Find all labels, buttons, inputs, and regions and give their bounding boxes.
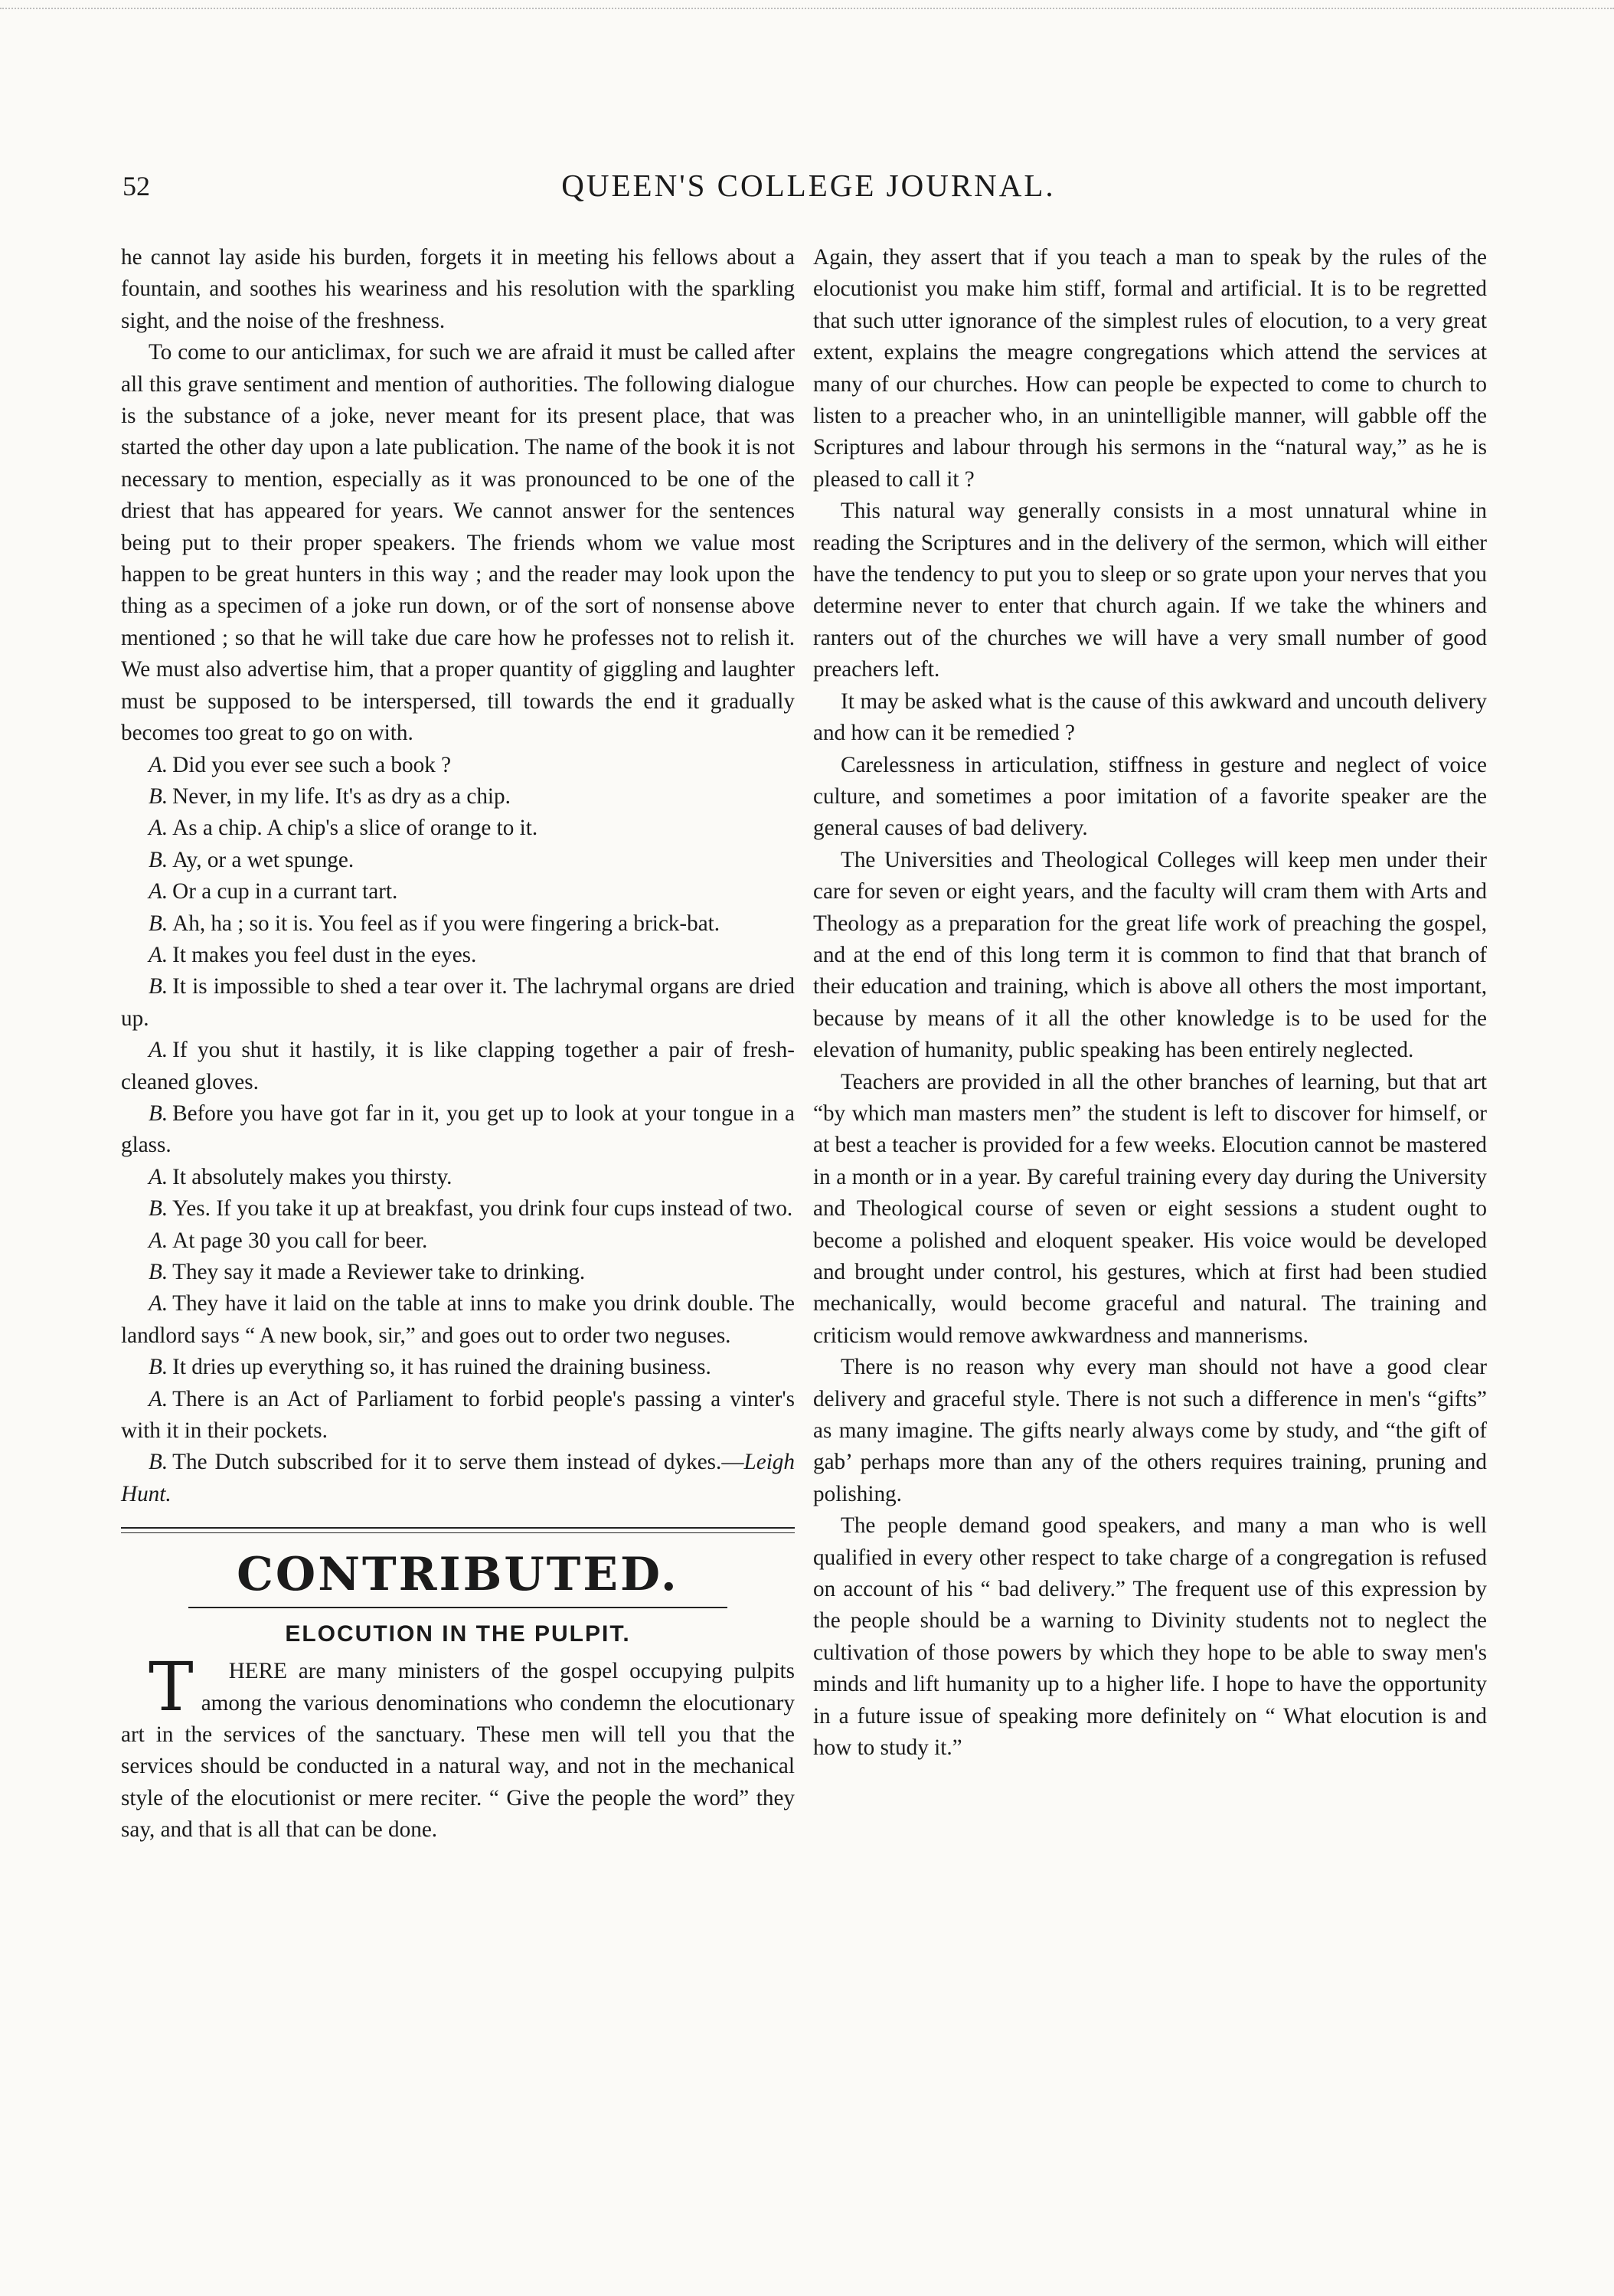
dialogue-text: There is an Act of Parliament to forbid people's passing a vinter's with it in their pockets.: [121, 1386, 795, 1444]
dialogue-text: It makes you feel dust in the eyes.: [172, 942, 477, 967]
paragraph: Teachers are provided in all the other branches of learning, but that art “by which man masters men” the student is left to discover for himself, or at best a teacher is provided for a few weeks. Elocution cannot be mastered in a month or in a year. By careful training every day during the University and Theological course of seven or eight sessions a student ought to become a polished and eloquent speaker. His voice would be developed and brought under control, his gestures, which at first had been studied mechanically, would become graceful and natural. The training and criticism would remove awkwardness and mannerisms.: [813, 1069, 1487, 1348]
dialogue-line: [121, 750, 795, 781]
article-text: HERE are many ministers of the gospel occupying pulpits among the various denominations who condemn the elocutionary art in the services of the sanctuary. These men will tell you that the services should be conducted in a natural way, and not in the mechanical style of the elocutionist or mere reciter. “ Give the people the word” they say, and that is all that can be done.: [121, 1659, 795, 1843]
dialogue-text: At page 30 you call for beer.: [172, 1228, 428, 1253]
dialogue-line: [121, 940, 795, 971]
paragraph: The people demand good speakers, and many a man who is well qualified in every other respect to take charge of a congregation is refused on account of his “ bad delivery.” The frequent use of this expression by the people should be a warning to Divinity students not to neglect the cultivation of those powers by which they hope to be able to sway men's minds and lift humanity up to a higher life. I hope to have the opportunity in a future issue of speaking more definitely on “ What elocution is and how to study it.”: [813, 1513, 1487, 1761]
heading-rule: [188, 1607, 727, 1608]
dialogue-text: The Dutch subscribed for it to serve them instead of dykes.—: [172, 1450, 744, 1475]
dialogue-line: [121, 908, 795, 940]
paragraph: he cannot lay aside his burden, forgets it in meeting his fellows about a fountain, and soothes his weariness and his resolution with the sparkling sight, and the noise of the freshness.: [121, 245, 795, 333]
dialogue-line: [121, 1352, 795, 1383]
speaker: B.: [149, 1101, 168, 1126]
paragraph: Carelessness in articulation, stiffness in gesture and neglect of voice culture, and sometimes a poor imitation of a favorite speaker are the general causes of bad delivery.: [813, 752, 1487, 841]
paragraph: There is no reason why every man should not have a good clear delivery and graceful style. There is not such a difference in men's “gifts” as many imagine. The gifts nearly always come by study, and “the gift of gab’ perhaps more than any of the others requires training, pruning and polishing.: [813, 1355, 1487, 1506]
speaker: B.: [149, 911, 168, 936]
dialogue-line: [121, 1257, 795, 1288]
dialogue-line: [121, 1035, 795, 1098]
running-title: QUEEN'S COLLEGE JOURNAL.: [561, 168, 1056, 203]
speaker: B.: [149, 1260, 168, 1284]
dialogue-text: They have it laid on the table at inns to make you drink double. The landlord says “ A new book, sir,” and goes out to order two neguses.: [121, 1291, 795, 1348]
dialogue-text: They say it made a Reviewer take to drinking.: [172, 1260, 586, 1284]
dialogue-line: [121, 1384, 795, 1447]
speaker: A.: [149, 1164, 168, 1189]
speaker: A.: [149, 942, 168, 967]
paragraph: The Universities and Theological Colleges will keep men under their care for seven or eight years, and the faculty will cram them with Arts and Theology as a preparation for the great life work of preaching the gospel, and at the end of this long term it is common to find that that branch of their education and training, which is above all others the most important, because by means of it all the other knowledge is to be used for the elevation of humanity, public speaking has been entirely neglected.: [813, 847, 1487, 1063]
section-heading: CONTRIBUTED.: [237, 1548, 679, 1602]
divider-rule: [121, 1532, 795, 1533]
speaker: A.: [149, 1228, 168, 1253]
dialogue-line: [121, 971, 795, 1035]
attribution: Leigh Hunt.: [121, 1450, 795, 1506]
dialogue-text: Ah, ha ; so it is. You feel as if you were fingering a brick-bat.: [172, 911, 720, 936]
section-divider: [121, 1527, 795, 1533]
speaker: B.: [149, 974, 168, 999]
divider-rule: [121, 1527, 795, 1529]
speaker: A.: [149, 1038, 168, 1063]
paragraph: Again, they assert that if you teach a man to speak by the rules of the elocutionist you make him stiff, formal and artificial. It is to be regretted that such utter ignorance of the simplest rules of elocution, to a very great extent, explains the meagre congregations which attend the services at many of our churches. How can people be expected to come to church to listen to a preacher who, in an unintelligible manner, will gabble off the Scriptures and labour through his sermons in the “natural way,” as he is pleased to call it ?: [813, 245, 1487, 492]
speaker: B.: [149, 1450, 168, 1475]
dialogue-line: [121, 1193, 795, 1225]
paragraph: It may be asked what is the cause of this awkward and uncouth delivery and how can it be remedied ?: [813, 688, 1487, 746]
dialogue-text: If you shut it hastily, it is like clapping together a pair of fresh-cleaned gloves.: [121, 1038, 795, 1094]
drop-cap: T: [149, 1647, 194, 1727]
top-edge-print-noise: [0, 8, 1614, 12]
paragraph: This natural way generally consists in a most unnatural whine in reading the Scriptures and in the delivery of the sermon, which will either have the tendency to put you to sleep or so grate upon your nerves that you determine never to enter that church again. If we take the whiners and ranters out of the churches we will have a very small number of good preachers left.: [813, 499, 1487, 682]
dialogue-text: It dries up everything so, it has ruined the draining business.: [172, 1355, 711, 1380]
dialogue-line: [121, 1225, 795, 1257]
dialogue-text: Yes. If you take it up at breakfast, you drink four cups instead of two.: [172, 1196, 793, 1222]
dialogue-line: [121, 876, 795, 908]
speaker: B.: [149, 1355, 168, 1380]
dialogue-line: [121, 1288, 795, 1352]
dialogue-text: Before you have got far in it, you get up to look at your tongue in a glass.: [121, 1101, 795, 1158]
dialogue-line: [121, 813, 795, 844]
dialogue-text: Did you ever see such a book ?: [172, 752, 452, 777]
dialogue: [121, 750, 795, 1511]
dialogue-text: As a chip. A chip's a slice of orange to it.: [172, 816, 538, 841]
dialogue-line: [121, 1447, 795, 1510]
speaker: A.: [149, 1291, 168, 1316]
dialogue-text: It is impossible to shed a tear over it. The lachrymal organs are dried up.: [121, 974, 795, 1031]
dialogue-line: [121, 1162, 795, 1193]
dialogue-text: It absolutely makes you thirsty.: [172, 1164, 453, 1189]
speaker: A.: [149, 816, 168, 841]
speaker: B.: [149, 847, 168, 872]
speaker: B.: [149, 1196, 168, 1222]
speaker: A.: [149, 752, 168, 777]
speaker: A.: [149, 879, 168, 904]
dialogue-line: [121, 1098, 795, 1162]
article-paragraph: [121, 1647, 795, 1846]
article-title: ELOCUTION IN THE PULPIT.: [285, 1621, 631, 1647]
dialogue-text: Ay, or a wet spunge.: [172, 847, 354, 872]
left-column: [121, 242, 795, 1846]
paragraph: To come to our anticlimax, for such we are afraid it must be called after all this grave sentiment and mention of authorities. The following dialogue is the substance of a joke, never meant for its present place, that was started the other day upon a late publication. The name of the book it is not necessary to mention, especially as it was pronounced to be one of the driest that has appeared for years. We cannot answer for the sentences being put to their proper speakers. The friends whom we value most happen to be great hunters in this way ; and the reader may look upon the thing as a specimen of a joke run down, or of the sort of nonsense above mentioned ; so that he will take due care how he professes not to relish it. We must also advertise him, that a proper quantity of giggling and laughter must be supposed to be interspersed, till towards the end it gradually becomes too great to go on with.: [121, 340, 795, 746]
page-number: 52: [123, 171, 150, 201]
right-column: [813, 242, 1487, 1765]
speaker: B.: [149, 783, 168, 809]
dialogue-text: Never, in my life. It's as dry as a chip.: [172, 783, 511, 809]
dialogue-text: Or a cup in a currant tart.: [172, 879, 398, 904]
page-header: [123, 164, 1495, 210]
dialogue-line: [121, 781, 795, 813]
speaker: A.: [149, 1386, 168, 1411]
dialogue-line: [121, 845, 795, 876]
